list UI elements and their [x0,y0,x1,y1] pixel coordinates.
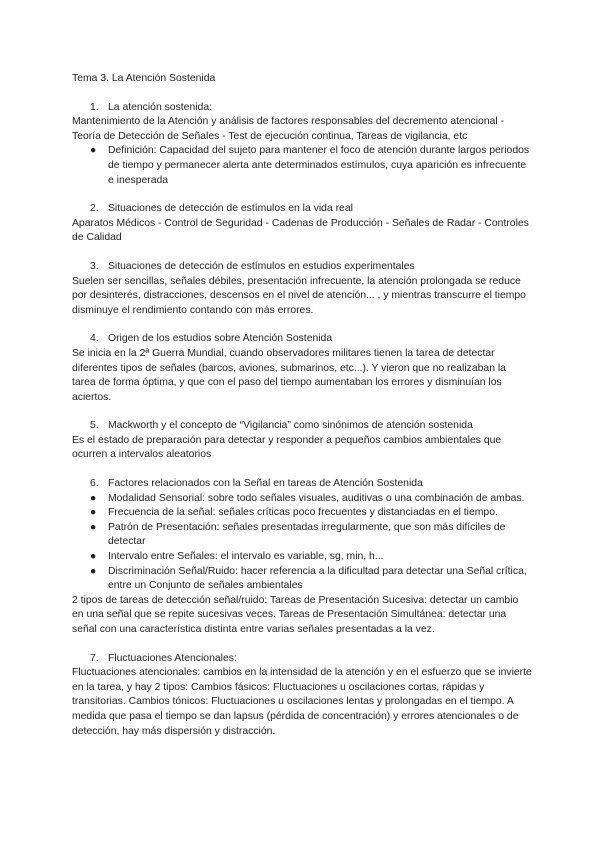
section-number: 2. [90,203,99,215]
section-title: Mackworth y el concepto de “Vigilancia” como sinónimos de atención sostenida [108,420,473,432]
section-paragraph: Se inicia en la 2ª Guerra Mundial, cuando observadores militares tienen la tarea de detectar diferentes tipos de señales (barcos, aviones, submarinos, etc...). Y vieron que no realizaban la tarea de forma óptima, y que con el paso del tiempo aumentaban los errores y disminuían los aciertos. [72,347,506,403]
section-3 [72,260,532,318]
bullet-item: ● Definición: Capacidad del sujeto para mantener el foco de atención durante largos periodos de tiempo y permanecer alerta ante determinados estímulos, cuya aparición es infrecuente e inesperada [90,144,532,188]
bullet-icon: ● [90,565,97,577]
bullet-icon: ● [90,551,97,563]
bullet-icon: ● [90,507,97,519]
section-heading [90,419,532,434]
bullet-item: ● Intervalo entre Señales: el intervalo es variable, sg, min, h... [90,550,532,565]
section-title: Fluctuaciones Atencionales: [108,652,237,664]
section-number: 3. [90,260,99,272]
bullet-item: ● Frecuencia de la señal: señales críticas poco frecuentes y distanciadas en el tiempo. [90,506,532,521]
bullet-icon: ● [90,521,97,533]
section-paragraph: Suelen ser sencillas, señales débiles, presentación infrecuente, la atención prolongada se reduce por desinterés, distracciones, descensos en el nivel de atención... , y mientras transcurre el tiempo disminuye el rendimiento contando con más errores. [72,275,526,316]
section-6 [72,477,532,638]
section-heading [90,101,532,116]
section-number: 7. [90,652,99,664]
section-heading [90,332,532,347]
page-title: Tema 3. La Atención Sostenida [72,73,216,84]
section-number: 1. [90,101,99,113]
bullet-icon: ● [90,145,97,157]
bullet-item: ● Modalidad Sensorial: sobre todo señales visuales, auditivas o una combinación de ambas. [90,492,532,507]
bullet-item: ● Discriminación Señal/Ruido: hacer referencia a la dificultad para detectar una Señal crítica, entre un Conjunto de señales ambientales [90,565,532,594]
section-7 [72,652,532,740]
section-paragraph: Fluctuaciones atencionales: cambios en la intensidad de la atención y en el esfuerzo que se invierte en la tarea, y hay 2 tipos: Cambios fásicos: Fluctuaciones u oscilaciones cortas, rápidas y transitorias. Cambios tónicos: Fluctuaciones u oscilaciones lentas y prolongadas en el tiempo. A medida que pasa el tiempo se dan lapsus (pérdida de concentración) y errores atencionales o de detección, hay más dispersión y distracción. [72,667,532,737]
document-page [72,72,532,753]
section-number: 6. [90,478,99,490]
section-1 [72,101,532,189]
section-4 [72,332,532,405]
section-paragraph: 2 tipos de tareas de detección señal/ruido: Tareas de Presentación Sucesiva: detectar un cambio en una señal que se repite sucesivas veces. Tareas de Presentación Simultánea: detectar una señal con una característica distinta entre varias señales presentadas a la vez. [72,594,519,635]
bullet-item: ● Patrón de Presentación: señales presentadas irregularmente, que son más difíciles de detectar [90,521,532,550]
section-number: 4. [90,333,99,345]
section-heading [90,652,532,667]
section-heading [90,260,532,275]
section-heading [90,477,532,492]
section-title: Situaciones de detección de estímulos en la vida real [108,203,353,215]
bullet-list [72,492,532,594]
section-title: Factores relacionados con la Señal en tareas de Atención Sostenida [108,478,423,490]
section-paragraph: Es el estado de preparación para detectar y responder a pequeños cambios ambientales que ocurren a intervalos aleatorios [72,434,502,461]
section-number: 5. [90,420,99,432]
section-paragraph: Aparatos Médicos - Control de Seguridad - Cadenas de Producción - Señales de Radar - Controles de Calidad [72,217,529,244]
section-2 [72,202,532,246]
section-title: Situaciones de detección de estímulos en estudios experimentales [108,260,415,272]
section-title: La atención sostenida: [108,101,212,113]
bullet-icon: ● [90,492,97,504]
section-paragraph: Mantenimiento de la Atención y análisis de factores responsables del decremento atencional - Teoría de Detección de Señales - Test de ejecución continua, Tareas de vigilancia, etc [72,116,505,142]
section-title: Origen de los estudios sobre Atención Sostenida [108,333,333,345]
section-heading [90,202,532,217]
bullet-list [72,144,532,188]
section-5 [72,419,532,463]
